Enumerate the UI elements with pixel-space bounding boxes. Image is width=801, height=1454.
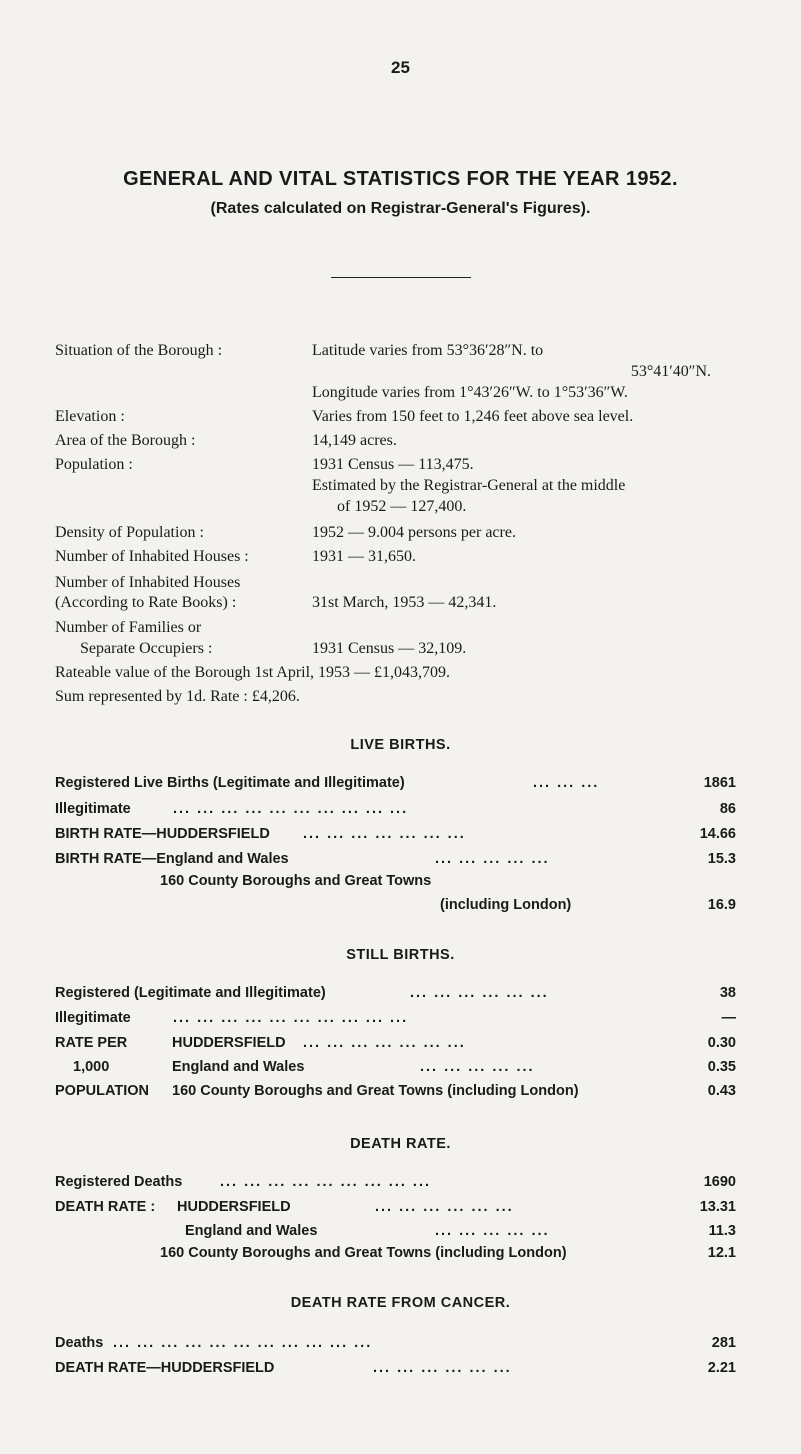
- row-value: 14.66: [699, 826, 736, 842]
- death-rate-huddersfield-row: [55, 1199, 736, 1219]
- elevation-value: Varies from 150 feet to 1,246 feet above sea level.: [312, 408, 634, 425]
- population-line-3: of 1952 — 127,400.: [337, 498, 467, 515]
- row-label: BIRTH RATE—HUDDERSFIELD: [55, 826, 270, 842]
- page-title: GENERAL AND VITAL STATISTICS FOR THE YEAR 1952.: [123, 168, 678, 190]
- row-value: 1861: [703, 775, 736, 791]
- population-label: Population :: [55, 456, 133, 473]
- row-label: HUDDERSFIELD: [177, 1199, 291, 1215]
- rateable-value: Rateable value of the Borough 1st April, 1953 — £1,043,709.: [55, 664, 451, 681]
- leader-dots: ... ... ...: [533, 775, 600, 791]
- row-value: 2.21: [707, 1360, 736, 1376]
- live-births-illegitimate-row: [55, 801, 736, 821]
- row-value: 12.1: [707, 1245, 736, 1261]
- situation-line-3: Longitude varies from 1°43′26″W. to 1°53′36″W.: [312, 384, 628, 401]
- row-label: England and Wales: [185, 1223, 318, 1239]
- row-value: 15.3: [707, 851, 736, 867]
- situation-line-2: 53°41′40″N.: [630, 363, 711, 380]
- birth-rate-160-boroughs-row-2: [55, 897, 736, 917]
- leader-dots: ... ... ... ... ... ... ... ... ... ...: [173, 1010, 409, 1026]
- row-label: England and Wales: [172, 1059, 305, 1075]
- still-rate-huddersfield-row: [55, 1035, 736, 1055]
- row-label: BIRTH RATE—England and Wales: [55, 851, 289, 867]
- population-label: POPULATION: [55, 1083, 149, 1099]
- leader-dots: ... ... ... ... ...: [435, 851, 550, 867]
- still-births-illegitimate-row: [55, 1010, 736, 1030]
- row-label: Registered (Legitimate and Illegitimate): [55, 985, 326, 1001]
- leader-dots: ... ... ... ... ...: [420, 1059, 535, 1075]
- penny-rate: Sum represented by 1d. Rate : £4,206.: [55, 688, 300, 705]
- row-label: Illegitimate: [55, 801, 131, 817]
- still-births-heading: STILL BIRTHS.: [346, 947, 455, 963]
- leader-dots: ... ... ... ... ... ...: [410, 985, 549, 1001]
- row-value: 86: [719, 801, 736, 817]
- row-value: 13.31: [699, 1199, 736, 1215]
- row-value: 281: [711, 1335, 736, 1351]
- families-value: 1931 Census — 32,109.: [312, 640, 467, 657]
- situation-line-1: Latitude varies from 53°36′28″N. to: [312, 342, 544, 359]
- row-label: DEATH RATE—HUDDERSFIELD: [55, 1360, 275, 1376]
- houses-label: Number of Inhabited Houses :: [55, 548, 249, 565]
- still-rate-160-boroughs-row: [55, 1083, 736, 1103]
- page-subtitle: (Rates calculated on Registrar-General's Figures).: [210, 200, 591, 217]
- rate-per-label: RATE PER: [55, 1035, 128, 1051]
- rate-per-1000-label: 1,000: [73, 1059, 110, 1075]
- row-label: (including London): [440, 897, 572, 913]
- elevation-label: Elevation :: [55, 408, 125, 425]
- leader-dots: ... ... ... ... ... ...: [375, 1199, 514, 1215]
- still-rate-england-wales-row: [55, 1059, 736, 1079]
- row-label: Deaths: [55, 1335, 104, 1351]
- situation-label: Situation of the Borough :: [55, 342, 223, 359]
- death-rate-label: DEATH RATE :: [55, 1199, 156, 1215]
- population-line-1: 1931 Census — 113,475.: [312, 456, 474, 473]
- families-label-2: Separate Occupiers :: [80, 640, 213, 657]
- density-label: Density of Population :: [55, 524, 204, 541]
- row-value: 0.43: [707, 1083, 736, 1099]
- row-label: Registered Deaths: [55, 1174, 183, 1190]
- area-value: 14,149 acres.: [312, 432, 397, 449]
- houses-rate-value: 31st March, 1953 — 42,341.: [312, 594, 497, 611]
- row-label: 160 County Boroughs and Great Towns (including London): [172, 1083, 579, 1099]
- leader-dots: ... ... ... ... ... ...: [373, 1360, 512, 1376]
- cancer-rate-huddersfield-row: [55, 1360, 736, 1380]
- houses-value: 1931 — 31,650.: [312, 548, 416, 565]
- row-label: Illegitimate: [55, 1010, 131, 1026]
- row-value: 16.9: [707, 897, 736, 913]
- leader-dots: ... ... ... ... ... ... ...: [303, 1035, 466, 1051]
- row-value: 1690: [703, 1174, 736, 1190]
- registered-deaths-row: [55, 1174, 736, 1194]
- row-label: Registered Live Births (Legitimate and Illegitimate): [55, 775, 405, 791]
- row-value: 0.30: [707, 1035, 736, 1051]
- title-rule: [331, 277, 471, 278]
- row-label: HUDDERSFIELD: [172, 1035, 286, 1051]
- leader-dots: ... ... ... ... ... ... ... ... ... ...: [173, 801, 409, 817]
- still-births-registered-row: [55, 985, 736, 1005]
- cancer-deaths-row: [55, 1335, 736, 1355]
- death-rate-england-wales-row: [55, 1223, 736, 1243]
- live-births-heading: LIVE BIRTHS.: [350, 737, 451, 753]
- houses-rate-label-2: (According to Rate Books) :: [55, 594, 237, 611]
- population-line-2: Estimated by the Registrar-General at the middle: [312, 477, 626, 494]
- death-rate-160-boroughs-row: [55, 1245, 736, 1265]
- birth-rate-huddersfield-row: [55, 826, 736, 846]
- leader-dots: ... ... ... ... ... ... ... ... ...: [220, 1174, 431, 1190]
- families-label-1: Number of Families or: [55, 619, 202, 636]
- leader-dots: ... ... ... ... ...: [435, 1223, 550, 1239]
- row-value: 0.35: [707, 1059, 736, 1075]
- row-value: 38: [719, 985, 736, 1001]
- birth-rate-160-boroughs-row-1: [55, 873, 736, 893]
- area-label: Area of the Borough :: [55, 432, 196, 449]
- leader-dots: ... ... ... ... ... ... ... ... ... ... ...: [113, 1335, 373, 1351]
- death-rate-heading: DEATH RATE.: [350, 1136, 451, 1152]
- row-value: —: [721, 1010, 736, 1026]
- density-value: 1952 — 9.004 persons per acre.: [312, 524, 516, 541]
- cancer-heading: DEATH RATE FROM CANCER.: [290, 1295, 511, 1311]
- row-value: 11.3: [708, 1223, 736, 1239]
- row-label: 160 County Boroughs and Great Towns: [160, 873, 432, 889]
- row-label: 160 County Boroughs and Great Towns (including London): [160, 1245, 567, 1261]
- birth-rate-england-wales-row: [55, 851, 736, 871]
- live-births-registered-row: [55, 775, 736, 795]
- leader-dots: ... ... ... ... ... ... ...: [303, 826, 466, 842]
- page-number: 25: [391, 58, 410, 77]
- houses-rate-label-1: Number of Inhabited Houses: [55, 574, 241, 591]
